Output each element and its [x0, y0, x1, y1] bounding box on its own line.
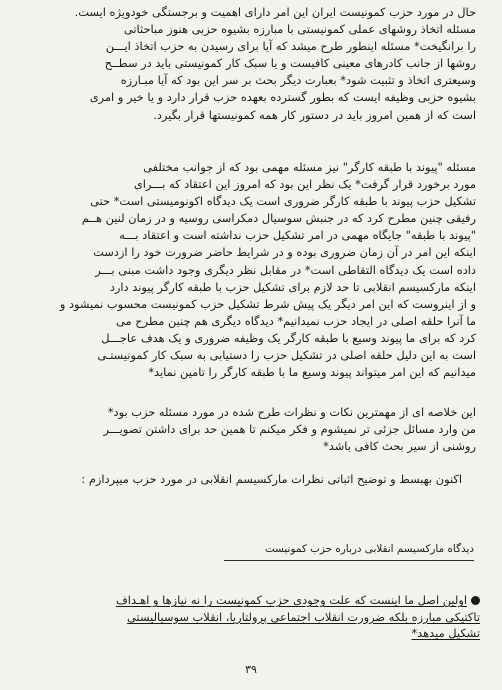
paragraph-3: [24, 404, 476, 455]
text-line: است به این دلیل حلقه اصلی در تشکیل حزب را دستیابی به سبک کار کمونیستـی: [97, 348, 476, 363]
bullet-icon: [471, 596, 480, 605]
text-line: مسئله اتخاذ روشهای عملی کمونیستی با مبارزه بشیوه حزبی هنوز مباحثاتی: [123, 22, 476, 37]
text-line: رفیقی چنین مطرح کرد که در جنبش سوسیال دمکراسی روسیه و در زمان لنین هــم: [81, 211, 476, 226]
text-line: است که از همین امروز باید در دستور کار همه کمونیستها قرار بگیرد.: [153, 107, 476, 122]
text-line: را برانگیخت* مسئله اینطور طرح میشد که آیا برای رسیدن به حزب اتخاذ ایـــن: [105, 39, 476, 54]
text-line: من وارد مسائل جزئی تر نمیشوم و فکر میکنم تا همین حد برای داشتن تصویـــر: [103, 422, 476, 437]
footnote-source-title: دیدگاه مارکسیسم انقلابی درباره حزب کمونیست: [264, 543, 474, 555]
text-line: و از اینروست که این امر دیگر یک پیش شرط تشکیل حزب کمونیست محسوب نمیشود و: [59, 296, 476, 311]
footnote-line: تاکتیکی مبارزه بلکه ضرورت انقلاب اجتماعی پرولتاریا، انقلاب سوسیالیستی: [127, 609, 480, 624]
text-line: داده است یک دیدگاه التقاطی است* در مقابل نظر دیگری وجود داشت مبنی بـــر: [95, 262, 476, 277]
footnote-divider: [224, 560, 474, 561]
text-line: بشیوه حزبی وظیفه ایست که بطور گسترده بعهده حزب قرار دارد و یا خیر و امری: [89, 90, 476, 105]
text-line: اینکه مارکسیسم انقلابی تا حد لازم برای تشکیل حزب با طبقه کارگر پیوند دارد: [109, 279, 476, 294]
text-line: روشها از جانب کادرهای معینی کافیست و یا سبک کار کمونیستی باید در سطــح: [104, 56, 476, 71]
text-line: مورد برخورد قرار گرفت* یک نظر این بود که امروز این اعتقاد که بـــرای: [133, 177, 476, 192]
text-line: روشنی از سیر بحث کافی باشد*: [323, 439, 476, 454]
text-line: حال در مورد حزب کمونیست ایران این امر دارای اهمیت و برجستگی خودویژه ایست.: [74, 5, 476, 19]
text-line: "پیوند با طبقه" جایگاه مهمی در امر تشکیل حزب نداشته است و اعتقاد بـــه: [119, 228, 476, 243]
paragraph-4: [24, 471, 476, 488]
paragraph-2: [24, 159, 476, 381]
text-line: اینکه این امر در آن زمان ضروری بوده و در شرایط حاضر ضرورت خود را ازدست: [93, 245, 476, 260]
paragraph-1: [24, 4, 476, 124]
page-number: ۳۹: [245, 663, 257, 676]
text-line: ما آنرا حلقه اصلی در ایجاد حزب نمیدانیم* دیدگاه دیگری هم چنین مطرح می‌: [116, 313, 476, 328]
footnote-line-text: اولین اصل ما اینست که علت وجودی حزب کمونیست را نه نیازها و اهـداف: [115, 593, 467, 607]
text-line: این خلاصه ای از مهمترین نکات و نظرات طرح شده در مورد مسئله حزب بود*: [107, 405, 476, 419]
text-line: اکنون بهبسط و توضیح اثباتی نظرات مارکسیسم انقلابی در مورد حزب میپردازم :: [81, 472, 462, 486]
text-line: وسیعتری اتخاذ و تثبیت شود* بعبارت دیگر بحث بر سر این بود که آیا مبـارزه: [120, 73, 476, 88]
footnote-line: تشکیل میدهد*: [411, 626, 480, 640]
text-line: کرد که برای ما پیوند وسیع با طبقه کارگر یک وظیفه ضروری و یک هدف عاجـــل: [101, 330, 476, 345]
text-line: مسئله "پیوند با طبقه کارگر" نیز مسئله مهمی بود که از جوانب مختلفی: [143, 160, 476, 174]
footnote: [22, 592, 480, 642]
text-line: میدانیم که این امر میتواند پیوند وسیع ما با طبقه کارگر را تامین نماید*: [148, 365, 476, 380]
text-line: تشکیل حزب پیوند با طبقه کارگر ضروری است یک دیدگاه اکونومیستی است* حتی: [90, 194, 476, 209]
footnote-line-first: [22, 592, 480, 609]
